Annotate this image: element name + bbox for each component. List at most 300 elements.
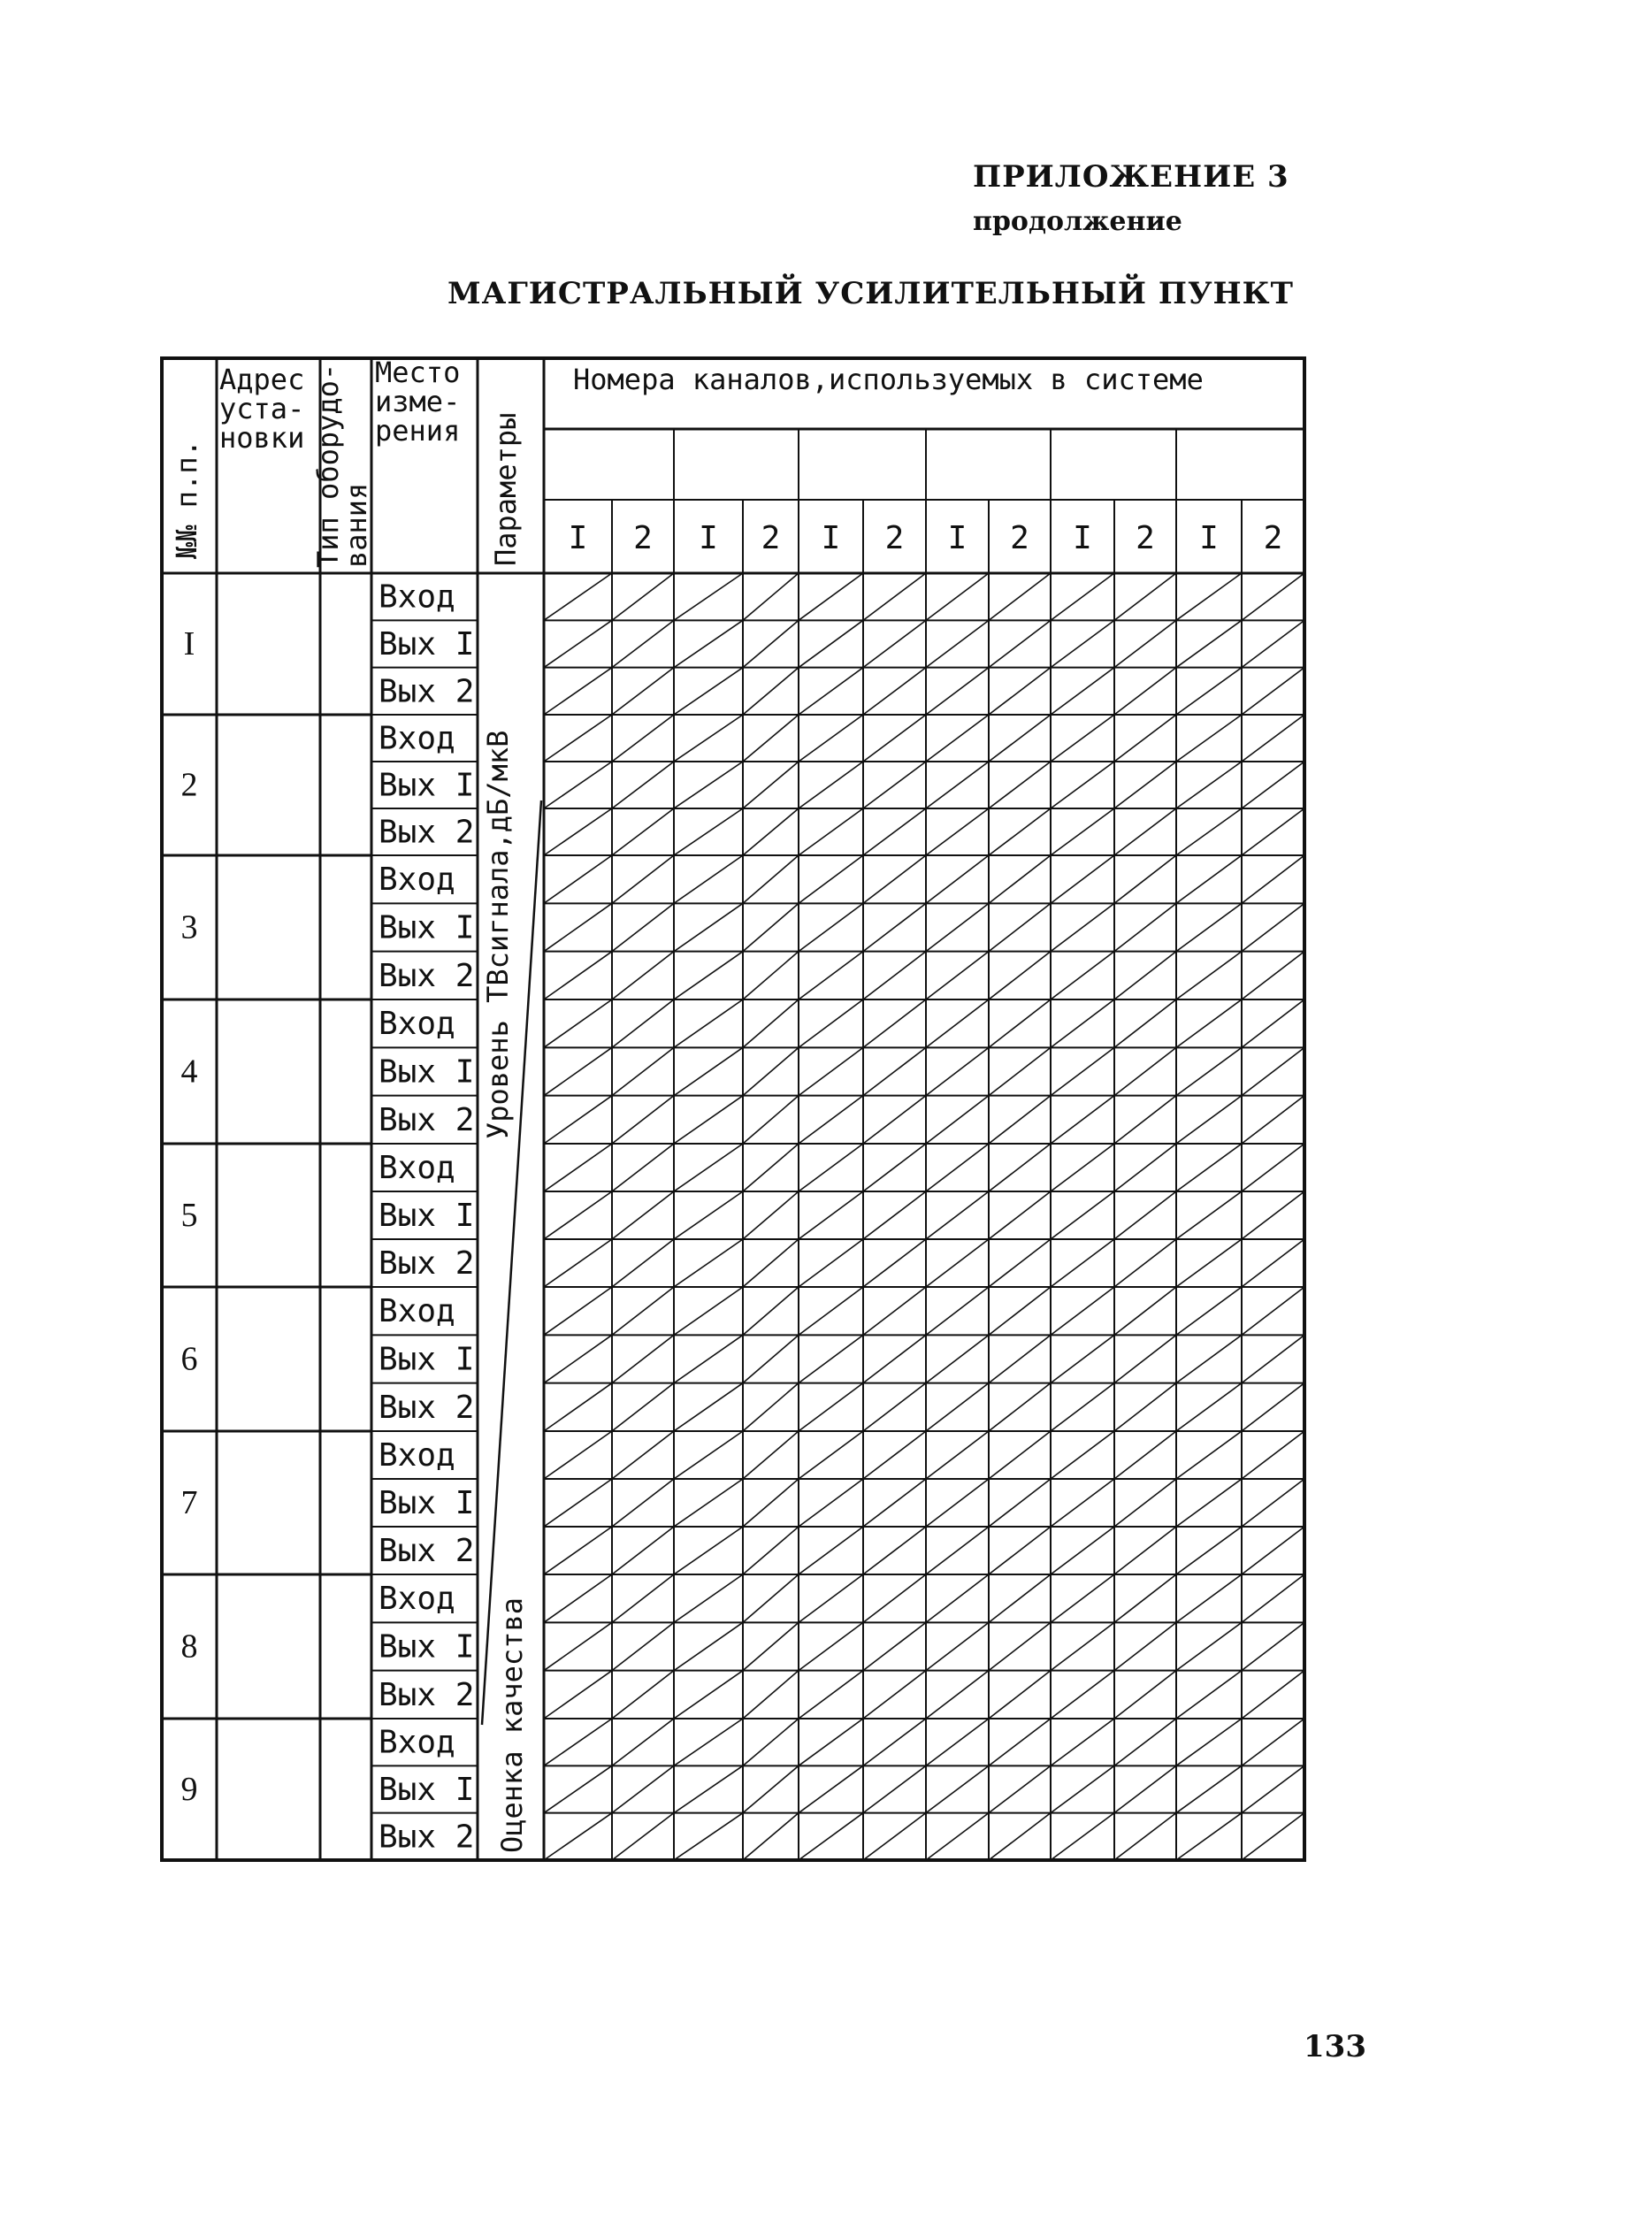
cell-diagonal xyxy=(612,1383,674,1431)
cell-diagonal xyxy=(612,620,674,667)
cell-diagonal xyxy=(674,1622,743,1670)
cell-diagonal xyxy=(989,1813,1051,1860)
measure-point: Вход xyxy=(379,1006,455,1043)
cell-diagonal xyxy=(1176,1287,1242,1335)
cell-diagonal xyxy=(1176,620,1242,667)
cell-diagonal xyxy=(1051,762,1114,808)
cell-diagonal xyxy=(544,620,612,667)
cell-diagonal xyxy=(544,715,612,762)
cell-diagonal xyxy=(926,1335,989,1382)
cell-diagonal xyxy=(743,808,799,855)
cell-diagonal xyxy=(743,1096,799,1144)
channel-number: I xyxy=(568,520,588,556)
cell-diagonal xyxy=(1176,1047,1242,1095)
cell-diagonal xyxy=(1051,1719,1114,1765)
row-number: 9 xyxy=(180,1771,198,1808)
cell-diagonal xyxy=(1242,1383,1304,1431)
param-quality: Оценка качества xyxy=(495,1597,529,1853)
cell-diagonal xyxy=(989,1047,1051,1095)
cell-diagonal xyxy=(799,999,863,1047)
cell-diagonal xyxy=(1242,1239,1304,1287)
cell-diagonal xyxy=(926,1144,989,1191)
cell-diagonal xyxy=(612,1047,674,1095)
cell-diagonal xyxy=(743,1191,799,1239)
cell-diagonal xyxy=(743,1719,799,1765)
cell-diagonal xyxy=(926,715,989,762)
cell-diagonal xyxy=(989,999,1051,1047)
cell-diagonal xyxy=(1242,999,1304,1047)
cell-diagonal xyxy=(1051,1622,1114,1670)
header-address-2: новки xyxy=(219,421,305,455)
measure-point: Вых I xyxy=(379,909,475,946)
cell-diagonal xyxy=(799,1527,863,1574)
measure-point: Вых 2 xyxy=(379,957,475,994)
cell-diagonal xyxy=(1114,1813,1176,1860)
cell-diagonal xyxy=(612,1431,674,1479)
cell-diagonal xyxy=(544,1431,612,1479)
cell-diagonal xyxy=(799,573,863,620)
cell-diagonal xyxy=(544,903,612,951)
header-params: Параметры xyxy=(489,412,523,566)
cell-diagonal xyxy=(989,1144,1051,1191)
cell-diagonal xyxy=(989,903,1051,951)
measure-point: Вход xyxy=(379,720,455,757)
cell-diagonal xyxy=(674,1191,743,1239)
cell-diagonal xyxy=(926,1671,989,1719)
cell-diagonal xyxy=(743,1383,799,1431)
row-number: I xyxy=(183,625,195,662)
cell-diagonal xyxy=(674,855,743,903)
cell-diagonal xyxy=(1176,1335,1242,1382)
cell-diagonal xyxy=(1051,952,1114,999)
cell-diagonal xyxy=(863,1622,926,1670)
cell-diagonal xyxy=(799,1096,863,1144)
cell-diagonal xyxy=(544,999,612,1047)
cell-diagonal xyxy=(1114,1671,1176,1719)
cell-diagonal xyxy=(863,1287,926,1335)
cell-diagonal xyxy=(989,1191,1051,1239)
cell-diagonal xyxy=(1051,620,1114,667)
cell-diagonal xyxy=(799,620,863,667)
cell-diagonal xyxy=(674,808,743,855)
cell-diagonal xyxy=(1051,1431,1114,1479)
cell-diagonal xyxy=(1242,808,1304,855)
header-address-1: уста- xyxy=(219,392,305,425)
cell-diagonal xyxy=(544,762,612,808)
cell-diagonal xyxy=(863,1671,926,1719)
measure-point: Вых 2 xyxy=(379,1389,475,1426)
cell-diagonal xyxy=(1176,715,1242,762)
cell-diagonal xyxy=(1176,1719,1242,1765)
cell-diagonal xyxy=(674,999,743,1047)
cell-diagonal xyxy=(1176,1239,1242,1287)
cell-diagonal xyxy=(743,1431,799,1479)
cell-diagonal xyxy=(799,1671,863,1719)
cell-diagonal xyxy=(926,1191,989,1239)
cell-diagonal xyxy=(612,762,674,808)
cell-diagonal xyxy=(926,1813,989,1860)
channel-number: I xyxy=(1073,520,1092,556)
cell-diagonal xyxy=(926,1431,989,1479)
cell-diagonal xyxy=(799,1479,863,1527)
cell-diagonal xyxy=(926,1574,989,1622)
cell-diagonal xyxy=(863,1479,926,1527)
cell-diagonal xyxy=(1176,1527,1242,1574)
cell-diagonal xyxy=(674,952,743,999)
cell-diagonal xyxy=(863,855,926,903)
cell-diagonal xyxy=(1114,855,1176,903)
channel-number: I xyxy=(699,520,718,556)
cell-diagonal xyxy=(743,715,799,762)
cell-diagonal xyxy=(544,952,612,999)
cell-diagonal xyxy=(612,1671,674,1719)
measure-point: Вых I xyxy=(379,1198,475,1234)
cell-diagonal xyxy=(544,1719,612,1765)
cell-diagonal xyxy=(1176,762,1242,808)
cell-diagonal xyxy=(674,1047,743,1095)
measure-point: Вых I xyxy=(379,1053,475,1091)
cell-diagonal xyxy=(1176,1671,1242,1719)
cell-diagonal xyxy=(989,1719,1051,1765)
cell-diagonal xyxy=(799,1287,863,1335)
row-number: 6 xyxy=(180,1340,198,1378)
header-num: №№ п.п. xyxy=(170,440,203,559)
cell-diagonal xyxy=(743,573,799,620)
cell-diagonal xyxy=(544,1622,612,1670)
cell-diagonal xyxy=(1242,1431,1304,1479)
cell-diagonal xyxy=(674,1765,743,1812)
appendix-label: ПРИЛОЖЕНИЕ 3 xyxy=(973,159,1289,195)
cell-diagonal xyxy=(1051,1335,1114,1382)
cell-diagonal xyxy=(863,1096,926,1144)
measure-point: Вход xyxy=(379,1581,455,1618)
cell-diagonal xyxy=(1242,715,1304,762)
cell-diagonal xyxy=(1242,1047,1304,1095)
cell-diagonal xyxy=(863,1239,926,1287)
cell-diagonal xyxy=(544,1479,612,1527)
cell-diagonal xyxy=(1051,903,1114,951)
cell-diagonal xyxy=(1114,1479,1176,1527)
cell-diagonal xyxy=(1051,1813,1114,1860)
cell-diagonal xyxy=(926,1047,989,1095)
cell-diagonal xyxy=(1242,903,1304,951)
header-channels: Номера каналов,используемых в системе xyxy=(573,363,1204,396)
cell-diagonal xyxy=(674,668,743,715)
cell-diagonal xyxy=(863,1335,926,1382)
cell-diagonal xyxy=(1176,1622,1242,1670)
row-number: 8 xyxy=(180,1627,198,1666)
cell-diagonal xyxy=(1242,762,1304,808)
measure-point: Вых I xyxy=(379,1772,475,1808)
cell-diagonal xyxy=(1242,668,1304,715)
cell-diagonal xyxy=(612,952,674,999)
cell-diagonal xyxy=(1114,1191,1176,1239)
channel-number: 2 xyxy=(1136,520,1155,556)
table-text xyxy=(170,356,1282,1855)
cell-diagonal xyxy=(989,715,1051,762)
measure-point: Вых 2 xyxy=(379,1676,475,1713)
cell-diagonal xyxy=(926,952,989,999)
cell-diagonal xyxy=(1242,1479,1304,1527)
cell-diagonal xyxy=(989,1622,1051,1670)
cell-diagonal xyxy=(674,903,743,951)
cell-diagonal xyxy=(743,1622,799,1670)
cell-diagonal xyxy=(863,573,926,620)
cell-diagonal xyxy=(1114,808,1176,855)
cell-diagonal xyxy=(612,1479,674,1527)
cell-diagonal xyxy=(1242,1527,1304,1574)
cell-diagonal xyxy=(612,1813,674,1860)
cell-diagonal xyxy=(544,1239,612,1287)
cell-diagonal xyxy=(743,1144,799,1191)
channel-number: I xyxy=(1199,520,1219,556)
cell-diagonal xyxy=(1242,952,1304,999)
cell-diagonal xyxy=(1051,855,1114,903)
cell-diagonal xyxy=(674,1239,743,1287)
cell-diagonal xyxy=(799,808,863,855)
cell-diagonal xyxy=(674,1813,743,1860)
cell-diagonal xyxy=(544,1335,612,1382)
cell-diagonal xyxy=(1114,1527,1176,1574)
cell-diagonal xyxy=(1051,1191,1114,1239)
cell-diagonal xyxy=(799,1813,863,1860)
cell-diagonal xyxy=(1114,1574,1176,1622)
cell-diagonal xyxy=(1114,715,1176,762)
cell-diagonal xyxy=(989,952,1051,999)
cell-diagonal xyxy=(612,1574,674,1622)
cell-diagonal xyxy=(612,903,674,951)
cell-diagonal xyxy=(544,1813,612,1860)
cell-diagonal xyxy=(1051,1239,1114,1287)
cell-diagonal xyxy=(1051,1671,1114,1719)
cell-diagonal xyxy=(926,1719,989,1765)
header-equipment-1: вания xyxy=(340,482,373,568)
cell-diagonal xyxy=(989,1574,1051,1622)
cell-diagonal xyxy=(1051,808,1114,855)
measure-point: Вых 2 xyxy=(379,814,475,851)
cell-diagonal xyxy=(863,1383,926,1431)
page-title: МАГИСТРАЛЬНЫЙ УСИЛИТЕЛЬНЫЙ ПУНКТ xyxy=(447,276,1294,311)
cell-diagonal xyxy=(863,1047,926,1095)
cell-diagonal xyxy=(926,808,989,855)
cell-diagonal xyxy=(1176,1479,1242,1527)
cell-diagonal xyxy=(1051,668,1114,715)
continuation-label: продолжение xyxy=(973,206,1182,237)
cell-diagonal xyxy=(1176,1096,1242,1144)
cell-diagonal xyxy=(1242,620,1304,667)
cell-diagonal xyxy=(1176,808,1242,855)
cell-diagonal xyxy=(989,1479,1051,1527)
cell-diagonal xyxy=(1114,952,1176,999)
cell-diagonal xyxy=(612,1096,674,1144)
cell-diagonal xyxy=(1242,1765,1304,1812)
measure-point: Вых I xyxy=(379,1485,475,1521)
cell-diagonal xyxy=(544,1144,612,1191)
cell-diagonal xyxy=(612,715,674,762)
cell-diagonal xyxy=(989,808,1051,855)
cell-diagonal xyxy=(1242,1671,1304,1719)
measure-point: Вход xyxy=(379,1293,455,1330)
cell-diagonal xyxy=(1242,855,1304,903)
cell-diagonal xyxy=(863,808,926,855)
cell-diagonal xyxy=(544,1574,612,1622)
header-equipment-0: Тип оборудо- xyxy=(311,363,345,568)
cell-diagonal xyxy=(1176,999,1242,1047)
cell-diagonal xyxy=(926,1527,989,1574)
channel-number: 2 xyxy=(1263,520,1283,556)
cell-diagonal xyxy=(863,715,926,762)
cell-diagonal xyxy=(1051,1144,1114,1191)
cell-diagonal xyxy=(1242,1813,1304,1860)
cell-diagonal xyxy=(743,762,799,808)
row-number: 7 xyxy=(180,1484,198,1521)
cell-diagonal xyxy=(799,668,863,715)
cell-diagonal xyxy=(926,1765,989,1812)
cell-diagonal xyxy=(674,762,743,808)
measure-point: Вых 2 xyxy=(379,1819,475,1856)
row-number: 2 xyxy=(180,766,198,804)
cell-diagonal xyxy=(926,1622,989,1670)
cell-diagonal xyxy=(743,999,799,1047)
cell-diagonal xyxy=(1051,1096,1114,1144)
cell-diagonal xyxy=(743,903,799,951)
cell-diagonal xyxy=(1242,1144,1304,1191)
measure-point: Вход xyxy=(379,578,455,616)
cell-diagonal xyxy=(544,855,612,903)
cell-diagonal xyxy=(926,668,989,715)
cell-diagonal xyxy=(674,1383,743,1431)
table-grid xyxy=(162,358,1304,1860)
cell-diagonal xyxy=(863,1191,926,1239)
cell-diagonal xyxy=(1114,1622,1176,1670)
cell-diagonal xyxy=(926,903,989,951)
cell-diagonal xyxy=(863,1813,926,1860)
cell-diagonal xyxy=(1114,1383,1176,1431)
param-tv-level: Уровень ТВсигнала,дБ/мкВ xyxy=(481,730,515,1139)
cell-diagonal xyxy=(544,668,612,715)
cell-diagonal xyxy=(1114,1239,1176,1287)
cell-diagonal xyxy=(1176,1191,1242,1239)
cell-diagonal xyxy=(1114,1719,1176,1765)
cell-diagonal xyxy=(743,1813,799,1860)
cell-diagonal xyxy=(674,1479,743,1527)
cell-diagonal xyxy=(674,715,743,762)
cell-diagonal xyxy=(926,999,989,1047)
measure-point: Вход xyxy=(379,1150,455,1186)
cell-diagonal xyxy=(799,952,863,999)
cell-diagonal xyxy=(1176,1765,1242,1812)
cell-diagonal xyxy=(743,1239,799,1287)
cell-diagonal xyxy=(799,1144,863,1191)
cell-diagonal xyxy=(989,855,1051,903)
cell-diagonal xyxy=(989,1765,1051,1812)
cell-diagonal xyxy=(989,1671,1051,1719)
cell-diagonal xyxy=(989,1527,1051,1574)
channel-number: I xyxy=(947,520,967,556)
cell-diagonal xyxy=(544,1383,612,1431)
cell-diagonal xyxy=(674,1719,743,1765)
cell-diagonal xyxy=(1242,1574,1304,1622)
cell-diagonal xyxy=(799,1431,863,1479)
cell-diagonal xyxy=(674,1527,743,1574)
cell-diagonal xyxy=(743,952,799,999)
measure-point: Вых I xyxy=(379,1628,475,1666)
cell-diagonal xyxy=(612,668,674,715)
channel-number: 2 xyxy=(884,520,905,556)
cell-diagonal xyxy=(989,1383,1051,1431)
cell-diagonal xyxy=(612,1622,674,1670)
cell-diagonal xyxy=(1176,855,1242,903)
cell-diagonal xyxy=(1051,1047,1114,1095)
cell-diagonal xyxy=(612,999,674,1047)
cell-diagonal xyxy=(612,1144,674,1191)
cell-diagonal xyxy=(799,1191,863,1239)
cell-diagonal xyxy=(1176,573,1242,620)
cell-diagonal xyxy=(612,1765,674,1812)
cell-diagonal xyxy=(1242,1287,1304,1335)
cell-diagonal xyxy=(926,1096,989,1144)
cell-diagonal xyxy=(1242,1622,1304,1670)
cell-diagonal xyxy=(1051,999,1114,1047)
cell-diagonal xyxy=(1051,573,1114,620)
cell-diagonal xyxy=(674,1671,743,1719)
cell-diagonal xyxy=(1114,999,1176,1047)
cell-diagonal xyxy=(1176,1383,1242,1431)
channel-number: 2 xyxy=(1010,520,1029,556)
cell-diagonal xyxy=(1114,1287,1176,1335)
cell-diagonal xyxy=(743,668,799,715)
cell-diagonal xyxy=(743,1765,799,1812)
cell-diagonal xyxy=(1176,1144,1242,1191)
cell-diagonal xyxy=(1176,952,1242,999)
cell-diagonal xyxy=(1114,1335,1176,1382)
header-place-0: Место xyxy=(375,356,461,389)
cell-diagonal xyxy=(926,573,989,620)
cell-diagonal xyxy=(989,1431,1051,1479)
measure-point: Вход xyxy=(379,862,455,899)
cell-diagonal xyxy=(743,1335,799,1382)
cell-diagonal xyxy=(612,1287,674,1335)
cell-diagonal xyxy=(799,1335,863,1382)
cell-diagonal xyxy=(544,1527,612,1574)
cell-diagonal xyxy=(544,808,612,855)
cell-diagonal xyxy=(544,1191,612,1239)
cell-diagonal xyxy=(544,1047,612,1095)
cell-diagonal xyxy=(674,620,743,667)
cell-diagonal xyxy=(989,1287,1051,1335)
cell-diagonal xyxy=(863,668,926,715)
cell-diagonal xyxy=(863,952,926,999)
cell-diagonal xyxy=(863,903,926,951)
cell-diagonal xyxy=(989,1096,1051,1144)
cell-diagonal xyxy=(1114,1431,1176,1479)
measure-point: Вход xyxy=(379,1724,455,1761)
cell-diagonal xyxy=(989,620,1051,667)
cell-diagonal xyxy=(743,1671,799,1719)
cell-diagonal xyxy=(799,762,863,808)
cell-diagonal xyxy=(674,1144,743,1191)
cell-diagonal xyxy=(1114,620,1176,667)
cell-diagonal xyxy=(926,1287,989,1335)
cell-diagonal xyxy=(674,1574,743,1622)
cell-diagonal xyxy=(863,1144,926,1191)
cell-diagonal xyxy=(799,1719,863,1765)
cell-diagonal xyxy=(1242,1096,1304,1144)
cell-diagonal xyxy=(799,1239,863,1287)
cell-diagonal xyxy=(1176,1813,1242,1860)
cell-diagonal xyxy=(863,1574,926,1622)
cell-diagonal xyxy=(612,1335,674,1382)
